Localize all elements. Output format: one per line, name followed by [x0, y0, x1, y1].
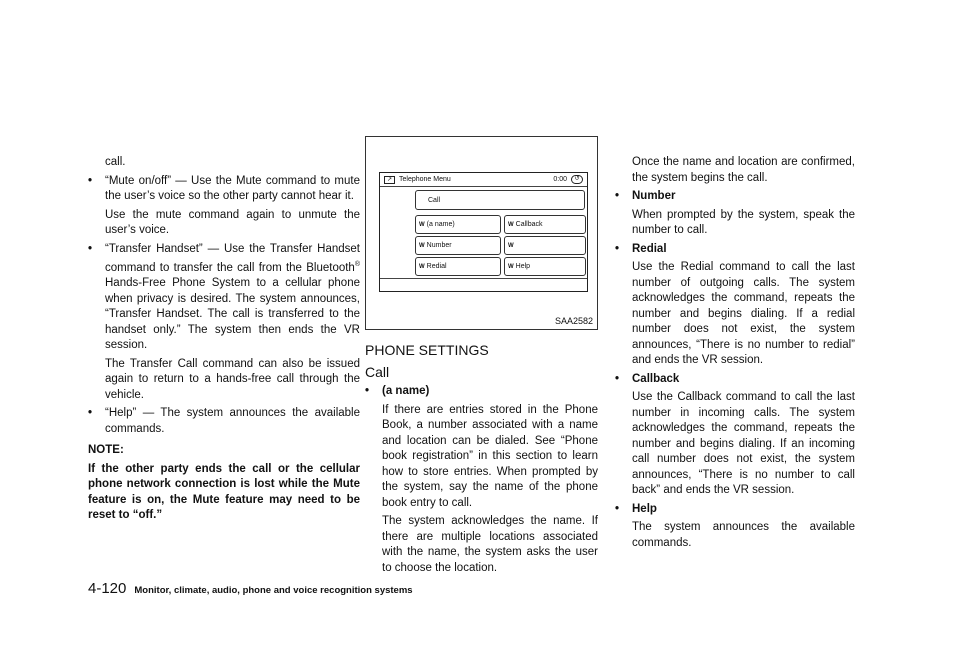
right-column — [615, 155, 855, 554]
section-heading: PHONE SETTINGS — [365, 342, 489, 358]
number-label: Number — [632, 190, 676, 202]
redial-item — [615, 242, 855, 369]
call-button — [415, 190, 585, 210]
transfer-text-2: Hands-Free Phone System to a cellular phone when privacy is desired. The system announces, “Transfer Handset. The call is transferred to the handset only.” The system then ends the VR session. — [105, 277, 360, 352]
middle-column — [365, 340, 598, 579]
callback-text: Use the Callback command to call the last number in incoming calls. The system acknowledges the command, repeats the number and begins dialing. If an incoming call number does not exist, the system announces, “There is no number to call back” and ends the VR session. — [632, 391, 855, 496]
continuation-text: call. — [105, 156, 126, 168]
transfer-item — [88, 242, 360, 404]
voice-icon: W — [508, 263, 514, 270]
aname-subtext: The system acknowledges the name. If there are multiple locations associated with the name, the system asks the user to choose the location. — [382, 515, 598, 574]
figure-code: SAA2582 — [554, 316, 593, 326]
bullet-icon: • — [88, 174, 93, 187]
bullet-icon: • — [615, 242, 620, 255]
callback-label: Callback — [632, 372, 680, 385]
voice-icon: W — [419, 242, 425, 249]
screen-footer — [380, 278, 587, 291]
note-text: If the other party ends the call or the cellular phone network connection is lost while the Mute feature is on, the Mute feature may need to be reset to “off.” — [88, 462, 360, 522]
button-label: Number — [426, 242, 452, 249]
redial-label: Redial — [632, 242, 667, 255]
call-label: Call — [428, 196, 441, 204]
bullet-icon: • — [615, 372, 620, 385]
phone-icon: ↗ — [384, 176, 395, 184]
bullet-icon: • — [615, 190, 620, 202]
aname-label: (a name) — [382, 385, 430, 397]
bullet-icon: • — [365, 385, 370, 397]
menu-button — [504, 215, 586, 234]
bullet-icon: • — [615, 502, 620, 515]
note-label: NOTE: — [88, 444, 124, 457]
voice-icon: W — [508, 242, 514, 249]
telephone-menu-figure — [365, 136, 598, 330]
number-item — [615, 189, 855, 239]
back-icon: ↺ — [571, 175, 583, 184]
help-label: Help — [632, 502, 657, 515]
bullet-icon: • — [88, 242, 93, 255]
screen-title: Telephone Menu — [399, 176, 451, 183]
bullet-icon: • — [88, 407, 93, 420]
transfer-subtext: The Transfer Call command can also be issued again to return to a hands-free call through the vehicle. — [105, 357, 360, 401]
menu-button — [415, 257, 501, 276]
help-text: The system announces the available commands. — [632, 521, 855, 549]
mute-item — [88, 174, 360, 239]
number-text: When prompted by the system, speak the number to call. — [632, 208, 855, 236]
voice-icon: W — [419, 221, 425, 228]
screen-time: 0:00 — [553, 176, 567, 183]
button-label: Callback — [515, 221, 543, 228]
aname-item — [365, 384, 598, 576]
page-footer — [88, 580, 413, 597]
mute-subtext: Use the mute command again to unmute the user’s voice. — [105, 208, 360, 236]
registered-mark: ® — [354, 261, 360, 268]
mute-text: “Mute on/off” — Use the Mute command to mute the user’s voice so the other party cannot hear it. — [105, 174, 360, 202]
chapter-title: Monitor, climate, audio, phone and voice recognition systems — [134, 585, 413, 596]
continuation-text: Once the name and location are confirmed, the system begins the call. — [632, 156, 855, 184]
transfer-text — [105, 242, 360, 354]
menu-button — [504, 257, 586, 276]
menu-button — [415, 236, 501, 255]
voice-icon: W — [419, 263, 425, 270]
button-label: (a name) — [426, 221, 455, 228]
menu-button — [504, 236, 586, 255]
help-item — [88, 406, 360, 437]
button-label: Redial — [426, 263, 447, 270]
subsection-heading: Call — [365, 364, 390, 380]
screen-illustration — [379, 172, 588, 292]
voice-icon: W — [508, 221, 514, 228]
help-text: “Help” — The system announces the available commands. — [105, 407, 360, 435]
menu-button — [415, 215, 501, 234]
aname-text: If there are entries stored in the Phone Book, a number associated with a name and location can be dialed. See “Phone book registration” in this section to learn how to store entries. When prompted by the system, say the name of the phone book entry to call. — [382, 403, 598, 509]
callback-item — [615, 372, 855, 499]
redial-text: Use the Redial command to call the last number of outgoing calls. The system acknowledges the command, repeats the number and begins dialing. If a redial number does not exist, the system announces, “There is no number to redial” and ends the VR session. — [632, 261, 855, 366]
page-number: 4-120 — [88, 580, 127, 597]
transfer-text-1: “Transfer Handset” — Use the Transfer Handset command to transfer the call from the Bluetooth — [105, 242, 360, 274]
left-column — [88, 155, 360, 527]
help-item — [615, 502, 855, 552]
button-label: Help — [515, 263, 531, 270]
screen-header — [380, 173, 587, 187]
